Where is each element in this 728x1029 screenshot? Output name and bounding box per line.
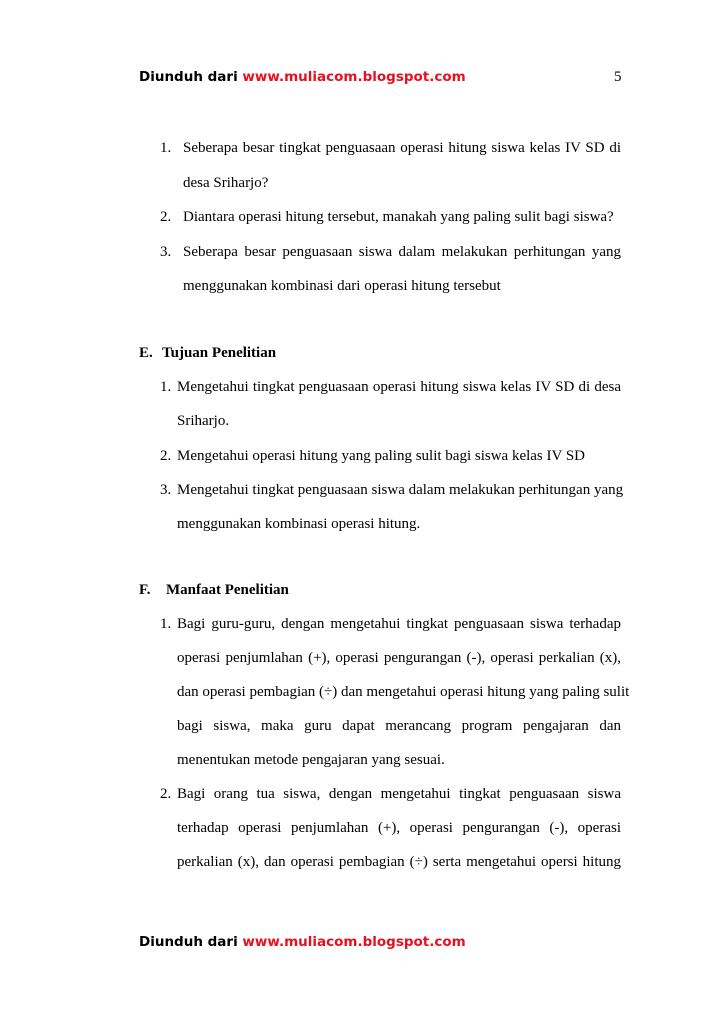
- list-item-line: Mengetahui operasi hitung yang paling sulit bagi siswa kelas IV SD: [177, 448, 585, 464]
- page-number: 5: [614, 69, 622, 85]
- list-item-line: Seberapa besar penguasaan siswa dalam melakukan perhitungan yang: [183, 244, 621, 260]
- list-item-line: Bagi guru-guru, dengan mengetahui tingkat penguasaan siswa terhadap: [177, 616, 621, 632]
- list-item-line: operasi penjumlahan (+), operasi pengurangan (-), operasi perkalian (x),: [177, 650, 621, 666]
- list-item-number: 2.: [160, 209, 172, 225]
- page-footer: [139, 934, 466, 950]
- section-e-letter: E.: [139, 345, 153, 361]
- list-item-number: 3.: [160, 482, 172, 498]
- list-item-line: menggunakan kombinasi operasi hitung.: [177, 516, 421, 532]
- list-item-line: Mengetahui tingkat penguasaan operasi hitung siswa kelas IV SD di desa: [177, 379, 621, 395]
- list-item-number: 3.: [160, 244, 172, 260]
- section-f-title: Manfaat Penelitian: [166, 582, 289, 598]
- footer-prefix: Diunduh dari: [139, 934, 238, 950]
- list-item-line: Bagi orang tua siswa, dengan mengetahui tingkat penguasaan siswa: [177, 786, 621, 802]
- list-item-line: terhadap operasi penjumlahan (+), operasi pengurangan (-), operasi: [177, 820, 621, 836]
- list-item-number: 2.: [160, 786, 172, 802]
- list-item-number: 1.: [160, 140, 172, 156]
- page-header: [139, 69, 466, 85]
- list-item-number: 1.: [160, 379, 172, 395]
- list-item-line: dan operasi pembagian (÷) dan mengetahui operasi hitung yang paling sulit: [177, 684, 630, 700]
- list-item-line: Sriharjo.: [177, 413, 230, 429]
- list-item-line: menggunakan kombinasi dari operasi hitung tersebut: [183, 278, 501, 294]
- header-prefix: Diunduh dari: [139, 69, 238, 85]
- list-item-line: Mengetahui tingkat penguasaan siswa dalam melakukan perhitungan yang: [177, 482, 624, 498]
- section-e-title: Tujuan Penelitian: [162, 345, 277, 361]
- footer-site-link[interactable]: www.muliacom.blogspot.com: [242, 934, 466, 950]
- list-item-line: desa Sriharjo?: [183, 175, 269, 191]
- list-item-number: 1.: [160, 616, 172, 632]
- section-f-letter: F.: [139, 582, 151, 598]
- list-item-line: Diantara operasi hitung tersebut, manakah yang paling sulit bagi siswa?: [183, 209, 614, 225]
- header-site-link[interactable]: www.muliacom.blogspot.com: [242, 69, 466, 85]
- list-item-line: perkalian (x), dan operasi pembagian (÷) serta mengetahui opersi hitung: [177, 854, 621, 870]
- list-item-line: bagi siswa, maka guru dapat merancang program pengajaran dan: [177, 718, 621, 734]
- list-item-line: Seberapa besar tingkat penguasaan operasi hitung siswa kelas IV SD di: [183, 140, 621, 156]
- list-item-number: 2.: [160, 448, 172, 464]
- list-item-line: menentukan metode pengajaran yang sesuai.: [177, 752, 445, 768]
